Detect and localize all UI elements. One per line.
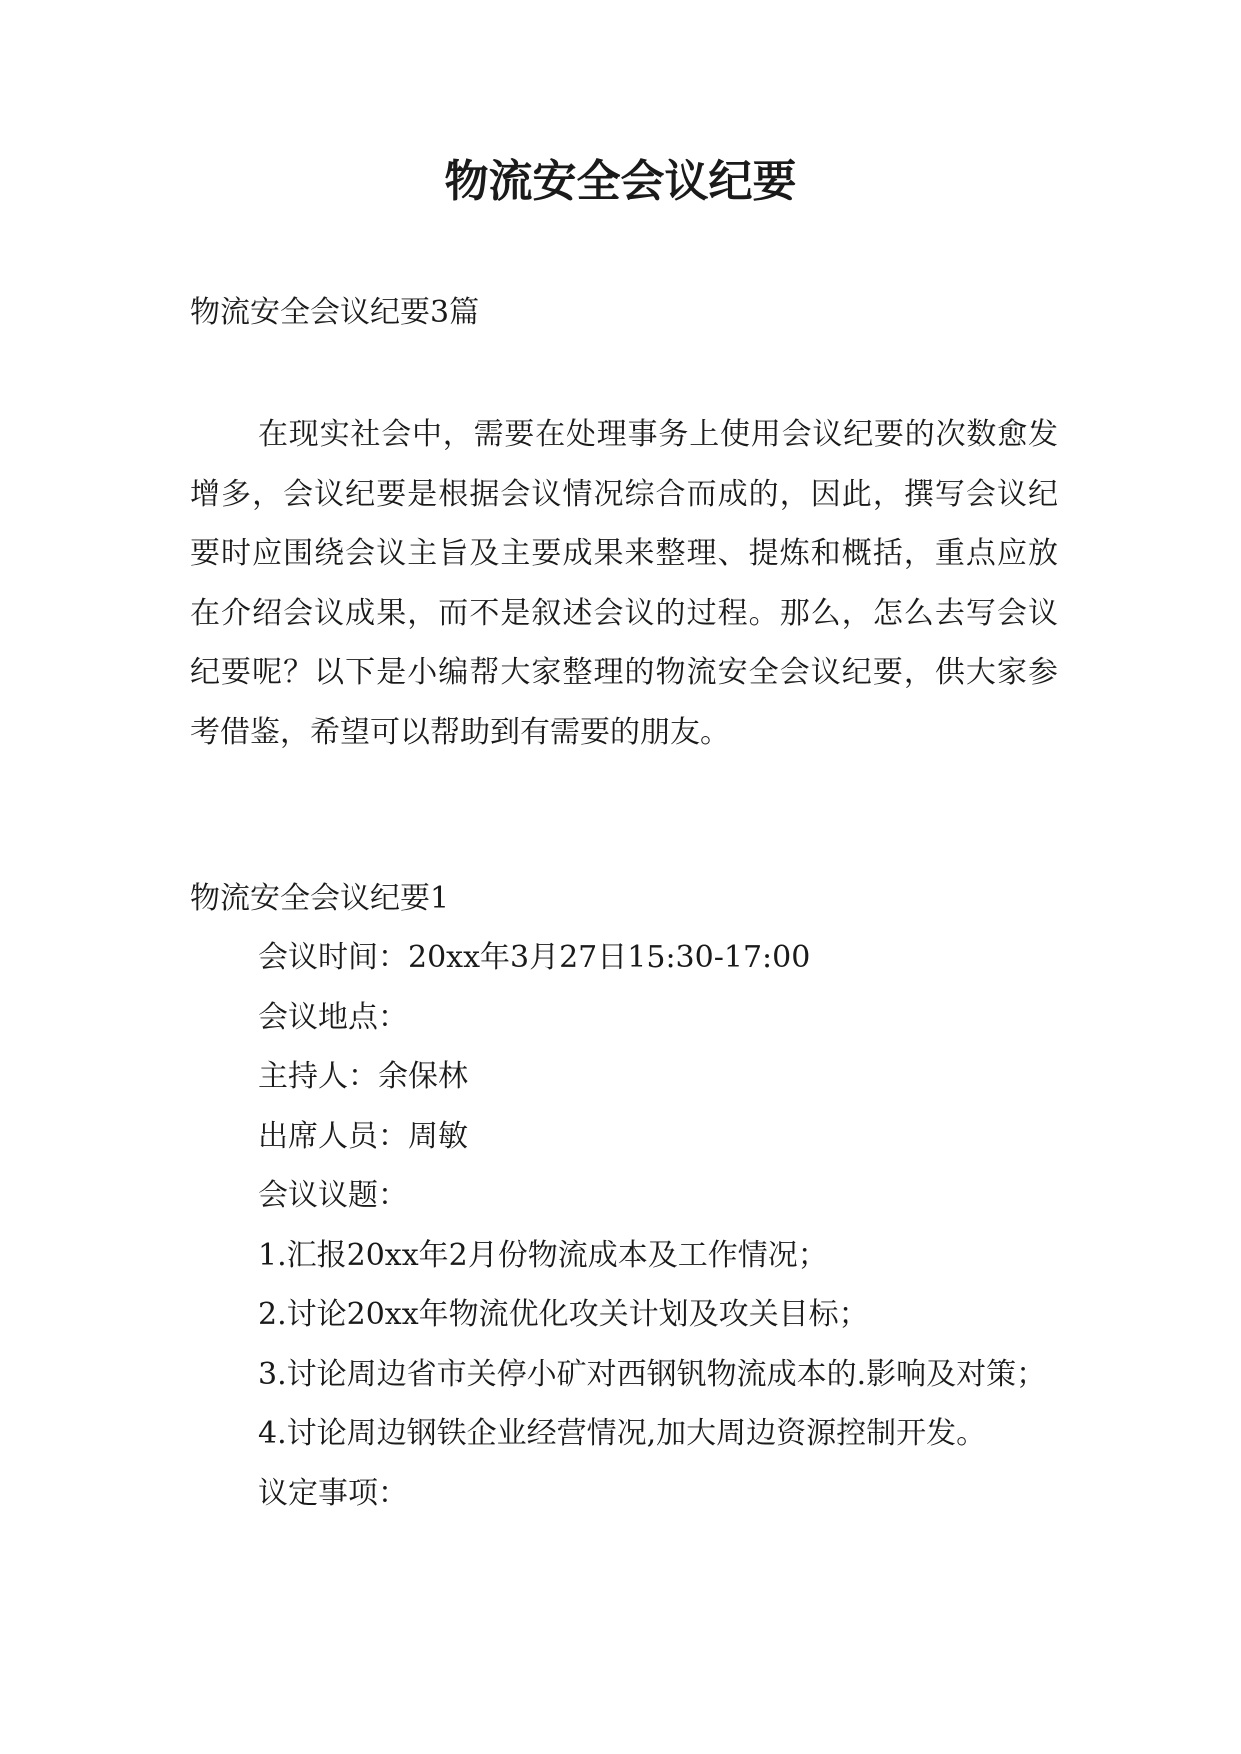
agenda-label: 会议议题： <box>258 1178 408 1213</box>
agenda-item-1: 1.汇报20xx年2月份物流成本及工作情况； <box>258 1237 828 1273</box>
intro-paragraph: 在现实社会中，需要在处理事务上使用会议纪要的次数愈发增多，会议纪要是根据会议情况综合而成的，因此，撰写会议纪要时应围绕会议主旨及主要成果来整理、提炼和概括，重点应放在介绍会议成果，而不是叙述会议的过程。那么，怎么去写会议纪要呢？以下是小编帮大家整理的物流安全会议纪要，供大家参考借鉴，希望可以帮助到有需要的朋友。 <box>190 417 1058 750</box>
minutes-section-1 <box>190 870 1058 1523</box>
agenda-item-4: 4.讨论周边钢铁企业经营情况,加大周边资源控制开发。 <box>258 1416 987 1451</box>
meeting-location: 会议地点： <box>258 999 408 1035</box>
section-heading: 物流安全会议纪要1 <box>190 881 450 916</box>
meeting-host: 主持人：余保林 <box>258 1059 468 1094</box>
meeting-time: 会议时间：20xx年3月27日15:30-17:00 <box>258 940 811 975</box>
agenda-item-3: 3.讨论周边省市关停小矿对西钢钒物流成本的.影响及对策； <box>258 1356 1047 1392</box>
document-title: 物流安全会议纪要 <box>444 156 797 207</box>
resolutions-label: 议定事项： <box>258 1475 408 1511</box>
agenda-item-2: 2.讨论20xx年物流优化攻关计划及攻关目标； <box>258 1297 869 1332</box>
meeting-attendees: 出席人员：周敏 <box>258 1118 468 1154</box>
document-subtitle: 物流安全会议纪要3篇 <box>190 295 480 330</box>
